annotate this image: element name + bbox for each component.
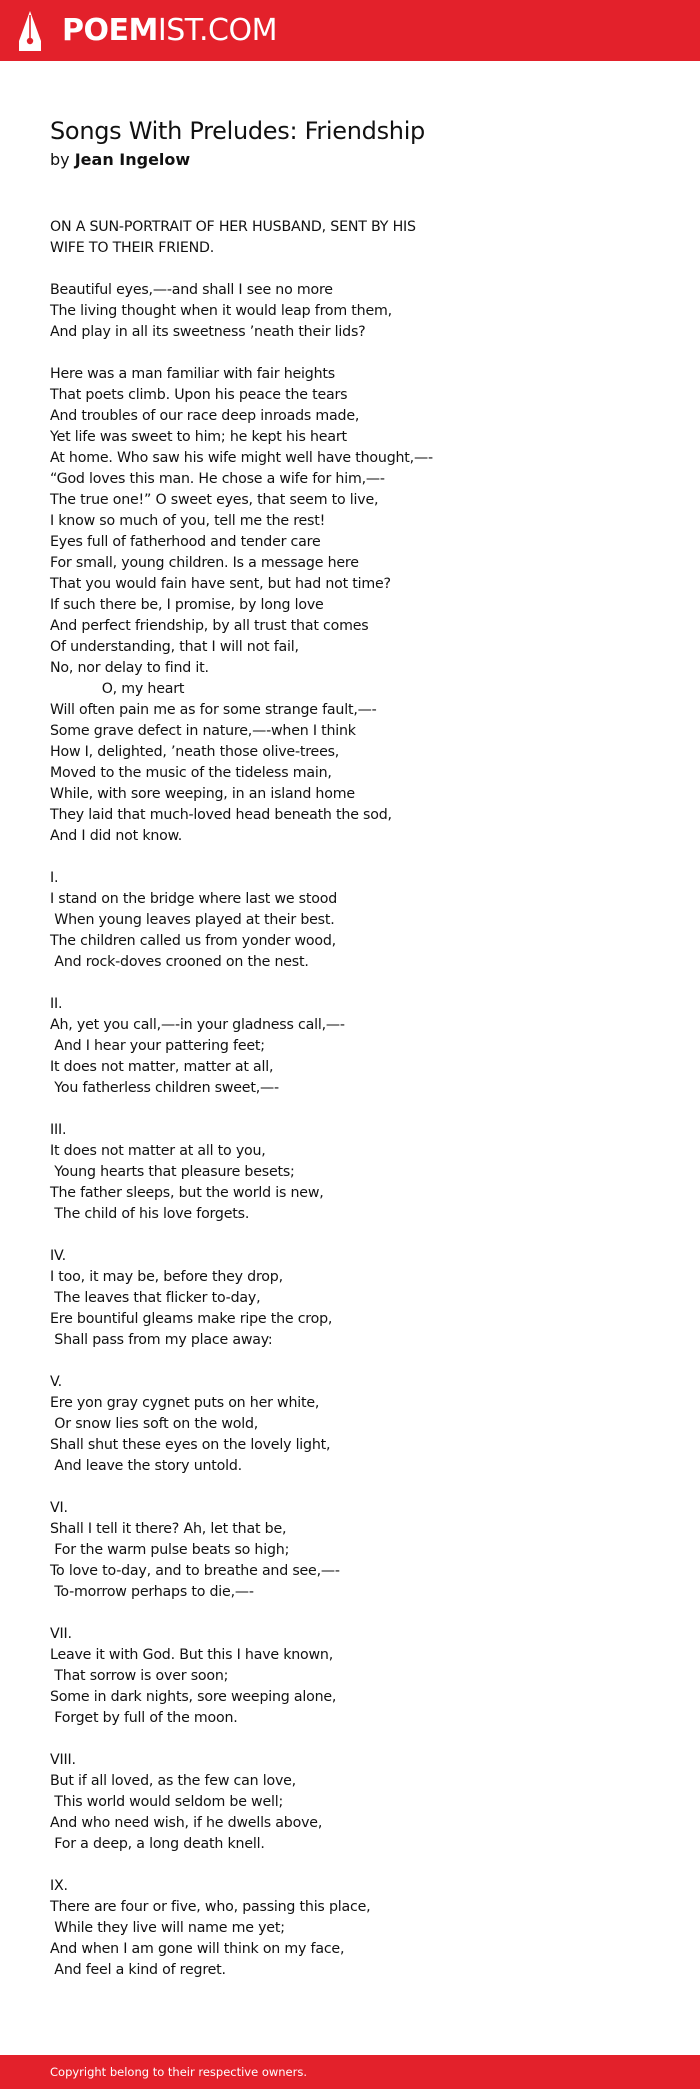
poem-line: That sorrow is over soon; <box>50 1668 229 1684</box>
poem-line: Shall shut these eyes on the lovely light, <box>50 1437 331 1453</box>
poem-line: Some in dark nights, sore weeping alone, <box>50 1689 337 1705</box>
poem-content <box>50 115 650 1981</box>
stanza-break <box>50 1603 650 1624</box>
poem-line: When young leaves played at their best. <box>50 912 335 928</box>
stanza-break <box>50 1729 650 1750</box>
stanza-break <box>50 259 650 280</box>
poem-line: And I hear your pattering feet; <box>50 1038 265 1054</box>
poem-line: There are four or five, who, passing this place, <box>50 1899 371 1915</box>
poem-line: And I did not know. <box>50 828 183 844</box>
poem-line: And play in all its sweetness ’neath their lids? <box>50 324 366 340</box>
poem-line: V. <box>50 1374 62 1390</box>
poem-line: And when I am gone will think on my face, <box>50 1941 345 1957</box>
stanza-break <box>50 1099 650 1120</box>
poem-line: For a deep, a long death knell. <box>50 1836 265 1852</box>
poem-line: At home. Who saw his wife might well have thought,—- <box>50 450 433 466</box>
author-link[interactable]: Jean Ingelow <box>74 150 191 169</box>
poem-line: I stand on the bridge where last we stood <box>50 891 338 907</box>
poem-line: It does not matter at all to you, <box>50 1143 266 1159</box>
poem-line: And feel a kind of regret. <box>50 1962 226 1978</box>
poem-line: Will often pain me as for some strange fault,—- <box>50 702 377 718</box>
site-footer <box>0 2055 700 2089</box>
poem-line: I know so much of you, tell me the rest! <box>50 513 326 529</box>
poem-line: And troubles of our race deep inroads made, <box>50 408 360 424</box>
poem-line: While, with sore weeping, in an island home <box>50 786 355 802</box>
poem-line: Forget by full of the moon. <box>50 1710 238 1726</box>
poem-line: VIII. <box>50 1752 76 1768</box>
poem-line: Shall pass from my place away: <box>50 1332 273 1348</box>
poem-line: Ere yon gray cygnet puts on her white, <box>50 1395 320 1411</box>
poem-line: Some grave defect in nature,—-when I think <box>50 723 356 739</box>
poem-line: IV. <box>50 1248 66 1264</box>
poem-line: The father sleeps, but the world is new, <box>50 1185 324 1201</box>
poem-line: Ere bountiful gleams make ripe the crop, <box>50 1311 333 1327</box>
poem-line: Beautiful eyes,—-and shall I see no more <box>50 282 333 298</box>
logo-wordmark <box>62 11 277 51</box>
poem-line: WIFE TO THEIR FRIEND. <box>50 240 215 256</box>
logo-bold-text: POEM <box>62 13 158 48</box>
by-label: by <box>50 150 70 169</box>
poem-line: ON A SUN-PORTRAIT OF HER HUSBAND, SENT BY HIS <box>50 219 416 235</box>
poem-title: Songs With Preludes: Friendship <box>50 117 425 145</box>
poem-line: Eyes full of fatherhood and tender care <box>50 534 321 550</box>
stanza-break <box>50 847 650 868</box>
stanza-break <box>50 343 650 364</box>
logo-light-text: IST.COM <box>157 13 277 48</box>
poem-line: VII. <box>50 1626 72 1642</box>
poem-line: III. <box>50 1122 67 1138</box>
poem-line: And who need wish, if he dwells above, <box>50 1815 323 1831</box>
site-logo[interactable] <box>18 11 277 51</box>
poem-line: I too, it may be, before they drop, <box>50 1269 283 1285</box>
poem-line: It does not matter, matter at all, <box>50 1059 274 1075</box>
poem-line: For small, young children. Is a message here <box>50 555 359 571</box>
poem-line: Leave it with God. But this I have known, <box>50 1647 334 1663</box>
poem-line: “God loves this man. He chose a wife for him,—- <box>50 471 385 487</box>
poem-line: While they live will name me yet; <box>50 1920 285 1936</box>
poem-line: You fatherless children sweet,—- <box>50 1080 279 1096</box>
poem-line: VI. <box>50 1500 68 1516</box>
stanza-break <box>50 973 650 994</box>
poem-line: To-morrow perhaps to die,—- <box>50 1584 254 1600</box>
poem-line: Or snow lies soft on the wold, <box>50 1416 259 1432</box>
poem-line: But if all loved, as the few can love, <box>50 1773 296 1789</box>
poem-line: Yet life was sweet to him; he kept his heart <box>50 429 347 445</box>
poem-line: The child of his love forgets. <box>50 1206 250 1222</box>
poem-line: No, nor delay to find it. <box>50 660 209 676</box>
poem-line: That you would fain have sent, but had not time? <box>50 576 391 592</box>
poem-line: I. <box>50 870 59 886</box>
poem-line: IX. <box>50 1878 68 1894</box>
stanza-break <box>50 1477 650 1498</box>
poem-line: How I, delighted, ’neath those olive-trees, <box>50 744 340 760</box>
poem-line: Here was a man familiar with fair heights <box>50 366 335 382</box>
poem-body <box>50 217 650 1981</box>
poem-line: For the warm pulse beats so high; <box>50 1542 290 1558</box>
poem-line: And perfect friendship, by all trust that comes <box>50 618 369 634</box>
poem-line: The true one!” O sweet eyes, that seem to live, <box>50 492 379 508</box>
poem-line: And leave the story untold. <box>50 1458 242 1474</box>
byline <box>50 149 650 171</box>
stanza-break <box>50 1855 650 1876</box>
copyright-text: Copyright belong to their respective owners. <box>50 2065 308 2079</box>
poem-line: They laid that much-loved head beneath the sod, <box>50 807 392 823</box>
poem-line: Of understanding, that I will not fail, <box>50 639 299 655</box>
poem-line: Ah, yet you call,—-in your gladness call,—- <box>50 1017 345 1033</box>
poem-line: The living thought when it would leap from them, <box>50 303 392 319</box>
poem-line: O, my heart <box>50 681 185 697</box>
poem-line: Moved to the music of the tideless main, <box>50 765 332 781</box>
poem-line: That poets climb. Upon his peace the tears <box>50 387 348 403</box>
poem-line: The children called us from yonder wood, <box>50 933 336 949</box>
poem-line: The leaves that flicker to-day, <box>50 1290 261 1306</box>
poem-line: To love to-day, and to breathe and see,—- <box>50 1563 340 1579</box>
pen-nib-icon <box>18 11 42 51</box>
poem-line: And rock-doves crooned on the nest. <box>50 954 309 970</box>
poem-line: Shall I tell it there? Ah, let that be, <box>50 1521 287 1537</box>
poem-line: II. <box>50 996 63 1012</box>
site-header <box>0 0 700 61</box>
stanza-break <box>50 1225 650 1246</box>
stanza-break <box>50 1351 650 1372</box>
poem-line: Young hearts that pleasure besets; <box>50 1164 295 1180</box>
poem-line: This world would seldom be well; <box>50 1794 284 1810</box>
poem-line: If such there be, I promise, by long love <box>50 597 324 613</box>
